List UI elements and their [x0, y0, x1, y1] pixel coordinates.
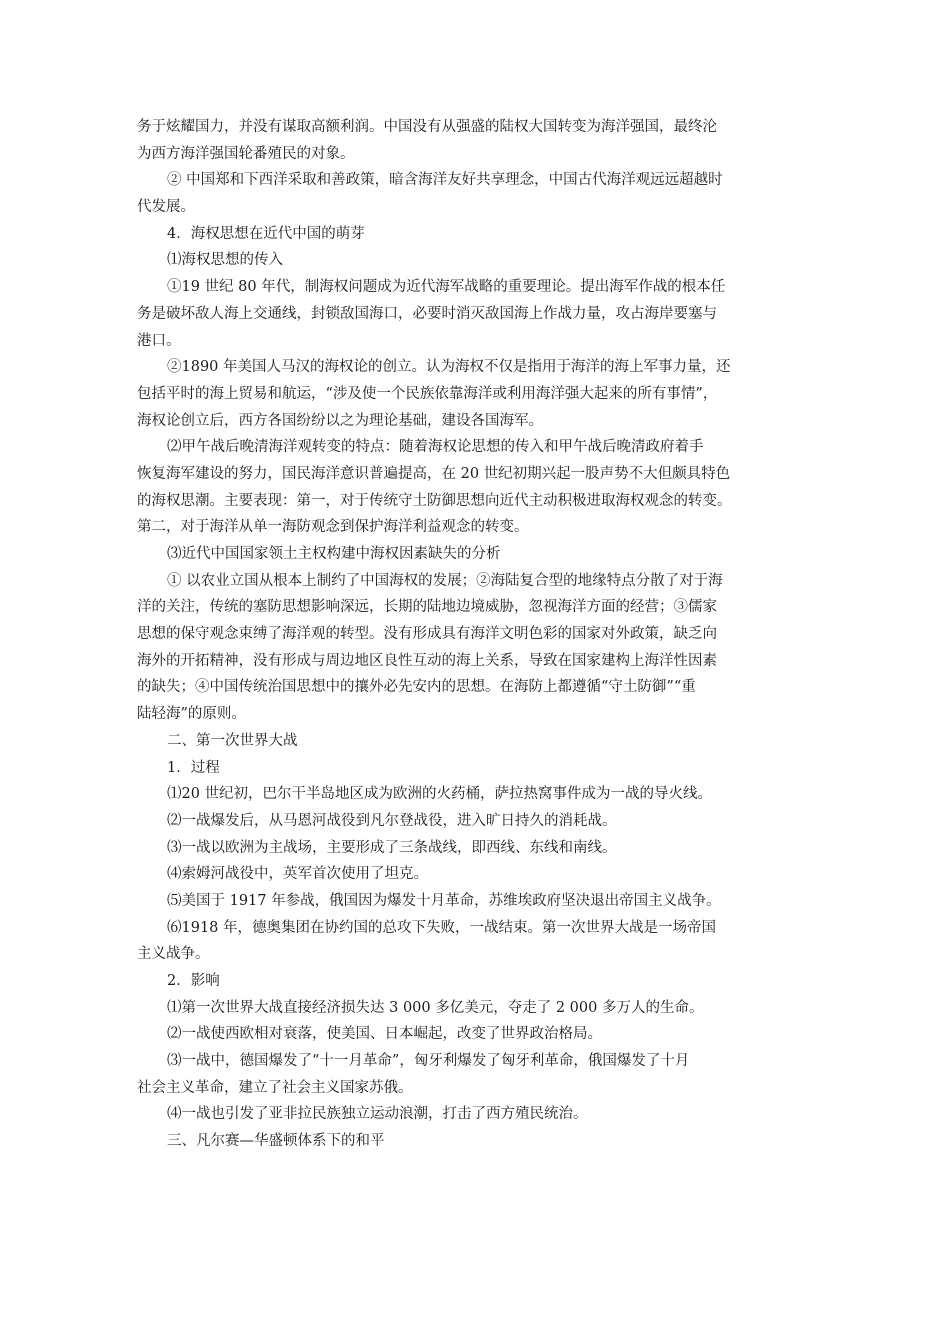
text-line: 思想的保守观念束缚了海洋观的转型。没有形成具有海洋文明色彩的国家对外政策，缺乏向 [137, 626, 717, 643]
text-line: ⑴海权思想的传入 [167, 252, 283, 269]
document-page [137, 114, 823, 1155]
text-line: 二、第一次世界大战 [167, 732, 298, 749]
text-line: ② 中国郑和下西洋采取和善政策，暗含海洋友好共享理念，中国古代海洋观远远超越时 [167, 172, 723, 189]
text-line: ⑷一战也引发了亚非拉民族独立运动浪潮，打击了西方殖民统治。 [167, 1106, 588, 1123]
text-line: 第二，对于海洋从单一海防观念到保护海洋利益观念的转变。 [137, 519, 529, 536]
text-line: 代发展。 [137, 199, 195, 216]
text-line: 的海权思潮。主要表现：第一，对于传统守土防御思想向近代主动积极进取海权观念的转变。 [137, 492, 732, 509]
text-line: 1．过程 [167, 759, 220, 776]
text-line: ②1890 年美国人马汉的海权论的创立。认为海权不仅是指用于海洋的海上军事力量，还 [167, 359, 731, 376]
text-line: ① 以农业立国从根本上制约了中国海权的发展；②海陆复合型的地缘特点分散了对于海 [167, 572, 723, 589]
text-line: 三、凡尔赛—华盛顿体系下的和平 [167, 1133, 385, 1150]
text-line: 包括平时的海上贸易和航运，“涉及使一个民族依靠海洋或利用海洋强大起来的所有事情”， [137, 385, 718, 402]
text-line: 的缺失；④中国传统治国思想中的攘外必先安内的思想。在海防上都遵循“守土防御”“重 [137, 679, 696, 696]
text-line: 务于炫耀国力，并没有谋取高额利润。中国没有从强盛的陆权大国转变为海洋强国，最终沦 [137, 119, 717, 135]
text-line: 4．海权思想在近代中国的萌芽 [167, 225, 365, 242]
text-line: ⑸美国于 1917 年参战，俄国因为爆发十月革命，苏维埃政府坚决退出帝国主义战争。 [167, 892, 721, 909]
text-line: ⑴20 世纪初，巴尔干半岛地区成为欧洲的火药桶，萨拉热窝事件成为一战的导火线。 [167, 786, 713, 803]
text-line: ①19 世纪 80 年代，制海权问题成为近代海军战略的重要理论。提出海军作战的根本任 [167, 279, 726, 296]
text-line: ⑹1918 年，德奥集团在协约国的总攻下失败，一战结束。第一次世界大战是一场帝国 [167, 919, 717, 936]
text-line: 务是破坏敌人海上交通线，封锁敌国海口，必要时消灭敌国海上作战力量，攻占海岸要塞与 [137, 305, 717, 322]
text-line: 陆轻海”的原则。 [137, 706, 246, 723]
text-line: 海外的开拓精神，没有形成与周边地区良性互动的海上关系，导致在国家建构上海洋性因素 [137, 652, 717, 669]
text-line: 海权论创立后，西方各国纷纷以之为理论基础，建设各国海军。 [137, 412, 543, 429]
text-line: ⑵一战使西欧相对衰落，使美国、日本崛起，改变了世界政治格局。 [167, 1026, 602, 1043]
text-line: ⑵一战爆发后，从马恩河战役到凡尔登战役，进入旷日持久的消耗战。 [167, 812, 617, 829]
text-line: ⑷索姆河战役中，英军首次使用了坦克。 [167, 866, 428, 883]
text-line: 社会主义革命，建立了社会主义国家苏俄。 [137, 1079, 413, 1096]
text-line: ⑴第一次世界大战直接经济损失达 3 000 多亿美元，夺走了 2 000 多万人的生命。 [167, 999, 704, 1016]
text-line: 洋的关注，传统的塞防思想影响深远，长期的陆地边境威胁，忽视海洋方面的经营；③儒家 [137, 599, 717, 616]
text-line: ⑵甲午战后晚清海洋观转变的特点：随着海权论思想的传入和甲午战后晚清政府着手 [167, 439, 704, 456]
text-line: ⑶一战中，德国爆发了“十一月革命”，匈牙利爆发了匈牙利革命，俄国爆发了十月 [167, 1053, 690, 1070]
text-line: 2．影响 [167, 973, 220, 989]
text-line: ⑶近代中国国家领土主权构建中海权因素缺失的分析 [167, 546, 501, 562]
text-line: 为西方海洋强国轮番殖民的对象。 [137, 145, 355, 162]
text-line: 主义战争。 [137, 946, 210, 963]
text-line: ⑶一战以欧洲为主战场，主要形成了三条战线，即西线、东线和南线。 [167, 839, 617, 856]
text-line: 恢复海军建设的努力，国民海洋意识普遍提高，在 20 世纪初期兴起一股声势不大但颇具特色 [137, 465, 731, 482]
text-line: 港口。 [137, 332, 181, 349]
